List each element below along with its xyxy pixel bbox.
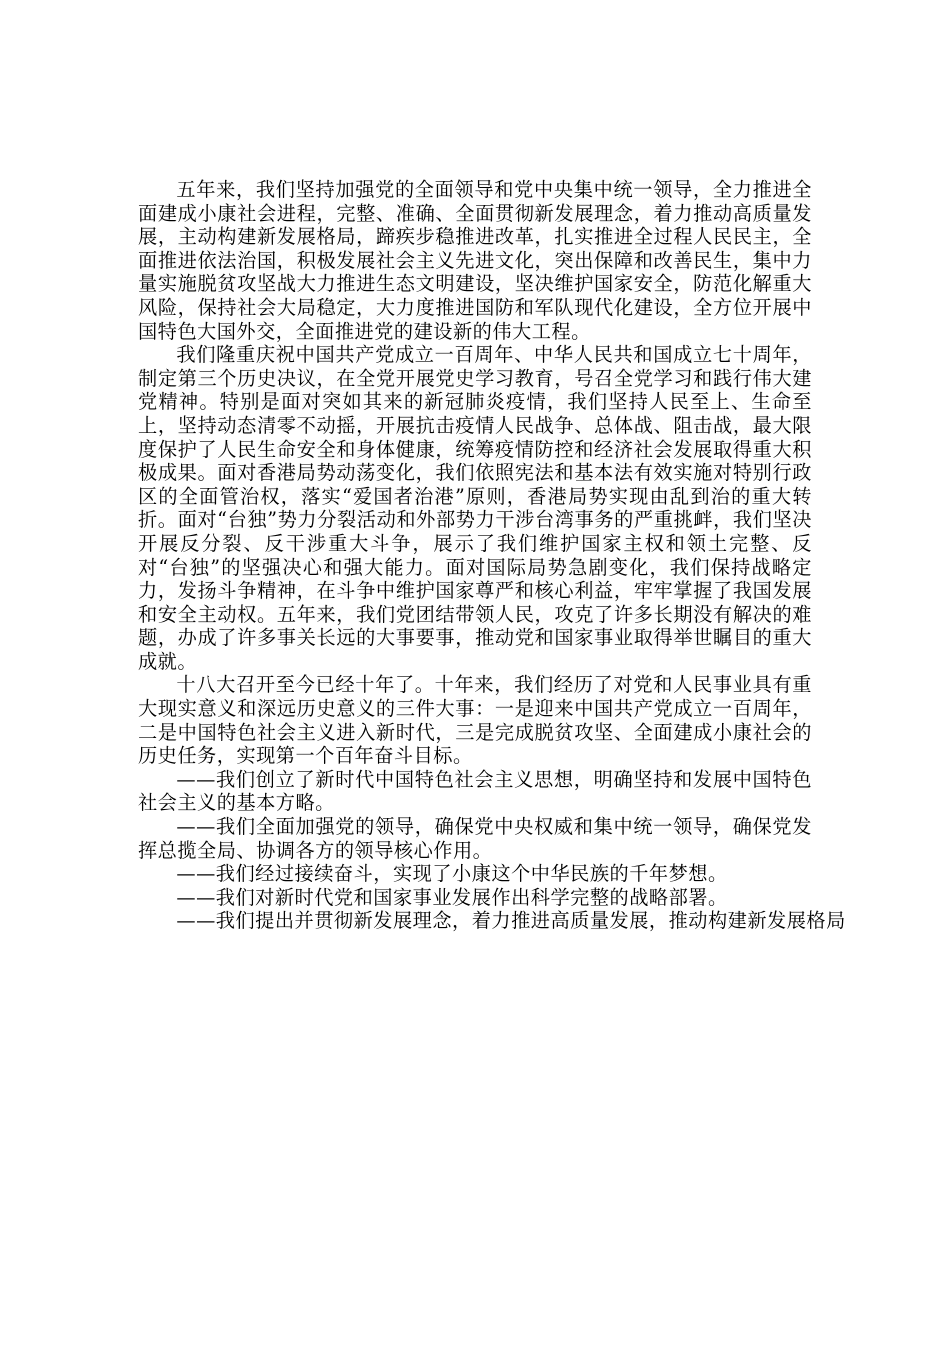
paragraph-centenary: 我们隆重庆祝中国共产党成立一百周年、中华人民共和国成立七十周年，制定第三个历史决议，在全党开展党史学习教育，号召全党学习和践行伟大建党精神。特别是面对突如其来的新冠肺炎疫情，我们坚持人民至上、生命至上，坚持动态清零不动摇，开展抗击疫情人民战争、总体战、阻击战，最大限度保护了人民生命安全和身体健康，统筹疫情防控和经济社会发展取得重大积极成果。面对香港局势动荡变化，我们依照宪法和基本法有效实施对特别行政区的全面管治权，落实“爱国者治港”原则，香港局势实现由乱到治的重大转折。面对“台独”势力分裂活动和外部势力干涉台湾事务的严重挑衅，我们坚决开展反分裂、反干涉重大斗争，展示了我们维护国家主权和领土完整、反对“台独”的坚强决心和强大能力。面对国际局势急剧变化，我们保持战略定力，发扬斗争精神，在斗争中维护国家尊严和核心利益，牢牢掌握了我国发展和安全主动权。五年来，我们党团结带领人民，攻克了许多长期没有解决的难题，办成了许多事关长远的大事要事，推动党和国家事业取得举世瞩目的重大成就。 (138, 343, 812, 673)
paragraph-xiaokang: ——我们经过接续奋斗，实现了小康这个中华民族的千年梦想。 (176, 862, 728, 886)
paragraph-strategy: ——我们对新时代党和国家事业发展作出科学完整的战略部署。 (176, 885, 728, 909)
paragraph-thought: ——我们创立了新时代中国特色社会主义思想，明确坚持和发展中国特色社会主义的基本方略。 (138, 767, 812, 815)
paragraph-five-years: 五年来，我们坚持加强党的全面领导和党中央集中统一领导，全力推进全面建成小康社会进程，完整、准确、全面贯彻新发展理念，着力推动高质量发展，主动构建新发展格局，蹄疾步稳推进改革，扎实推进全过程人民民主，全面推进依法治国，积极发展社会主义先进文化，突出保障和改善民生，集中力量实施脱贫攻坚战大力推进生态文明建设，坚决维护国家安全，防范化解重大风险，保持社会大局稳定，大力度推进国防和军队现代化建设，全方位开展中国特色大国外交，全面推进党的建设新的伟大工程。 (138, 178, 812, 343)
paragraph-ten-years: 十八大召开至今已经十年了。十年来，我们经历了对党和人民事业具有重大现实意义和深远历史意义的三件大事：一是迎来中国共产党成立一百周年，二是中国特色社会主义进入新时代，三是完成脱贫攻坚、全面建成小康社会的历史任务，实现第一个百年奋斗目标。 (138, 673, 812, 768)
document-body (138, 178, 846, 933)
paragraph-leadership: ——我们全面加强党的领导，确保党中央权威和集中统一领导，确保党发挥总揽全局、协调各方的领导核心作用。 (138, 815, 812, 862)
paragraph-development: ——我们提出并贯彻新发展理念，着力推进高质量发展，推动构建新发展格局 (176, 909, 846, 933)
